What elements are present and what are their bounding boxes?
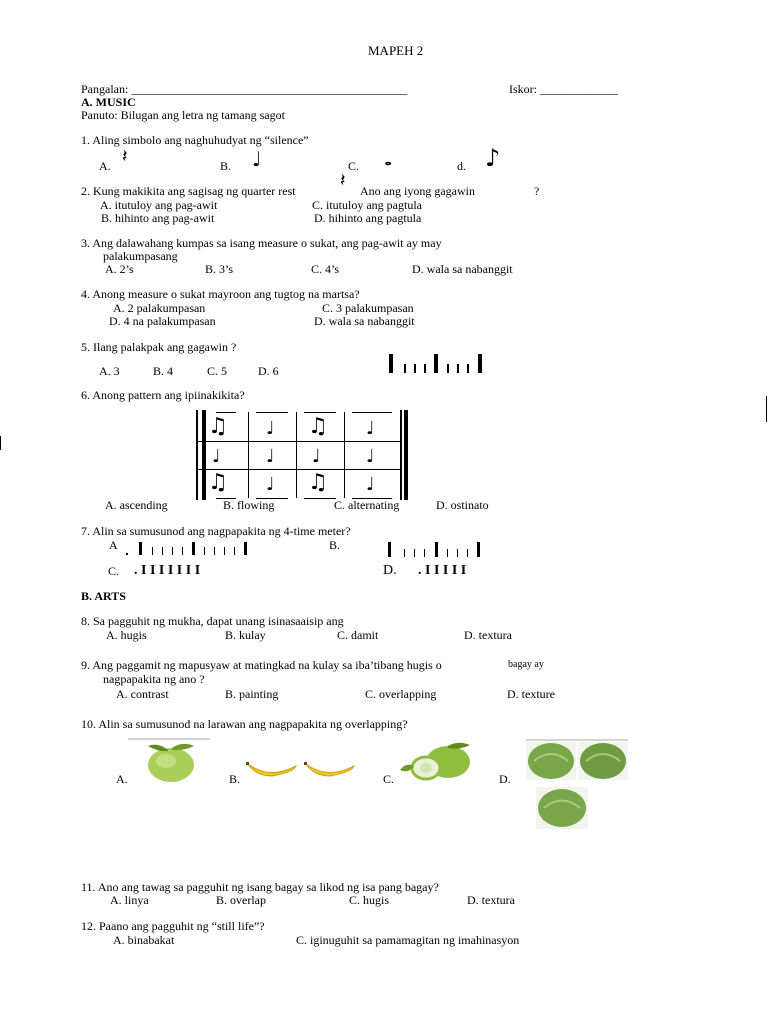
q5-stem: 5. Ilang palakpak ang gagawin ?: [81, 340, 237, 354]
q1-stem: 1. Aling simbolo ang naghuhudyat ng “silence”: [81, 133, 309, 147]
q8-stem: 8. Sa pagguhit ng mukha, dapat unang isinasaaisip ang: [81, 614, 344, 628]
q7-choice-b: B.: [329, 538, 341, 552]
q9-stem-line2: nagpapakita ng ano ?: [103, 672, 205, 686]
q7-b-rhythm-pattern: [388, 542, 480, 557]
q9-choice-d: D. texture: [507, 687, 555, 701]
q8-choice-d: D. textura: [464, 628, 512, 642]
q10-choice-b: B.: [229, 772, 241, 786]
q11-choice-b: B. overlap: [216, 893, 266, 907]
whole-note-icon: 𝅝: [385, 150, 392, 169]
q3-choice-c: C. 4’s: [311, 262, 340, 276]
q1-choice-d: d.: [457, 159, 466, 173]
quarter-note-icon: ♩: [252, 147, 262, 171]
q9-stem-small: bagay ay: [508, 659, 544, 670]
quarter-note-icon: ♩: [266, 474, 275, 495]
q10-stem: 10. Alin sa sumusunod na larawan ang nagpapakita ng overlapping?: [81, 717, 408, 731]
q11-choice-c: C. hugis: [349, 893, 390, 907]
q6-choice-a: A. ascending: [105, 498, 168, 512]
q10-choice-a: A.: [116, 772, 128, 786]
q4-stem: 4. Anong measure o sukat mayroon ang tugtog na martsa?: [81, 287, 360, 301]
q1-choice-a: A.: [99, 159, 111, 173]
rhythm-pattern-grid: [196, 410, 410, 500]
section-heading-arts: B. ARTS: [81, 589, 126, 603]
q3-choice-a: A. 2’s: [105, 262, 134, 276]
q2-stem: 2. Kung makikita ang sagisag ng quarter rest: [81, 184, 296, 198]
q7-choice-c: C.: [108, 564, 120, 578]
q11-choice-a: A. linya: [110, 893, 149, 907]
beamed-eighth-notes-icon: ♫: [208, 470, 228, 495]
q5-choice-b: B. 4: [153, 364, 174, 378]
q3-choice-d: D. wala sa nabanggit: [412, 262, 513, 276]
quarter-note-icon: ♩: [366, 418, 375, 439]
q7-choice-a: A: [109, 538, 118, 552]
q7-a-rhythm-pattern: [126, 542, 247, 555]
section-heading-music: A. MUSIC: [81, 95, 136, 109]
q1-choice-b: B.: [220, 159, 232, 173]
q5-choice-d: D. 6: [258, 364, 279, 378]
q2-choice-b: B. hihinto ang pag-awit: [101, 211, 215, 225]
q2-question-mark: ?: [534, 184, 540, 198]
q6-choice-d: D. ostinato: [436, 498, 489, 512]
q1-choice-c: C.: [348, 159, 360, 173]
banana-image: [244, 756, 358, 782]
q4-choice-d: D. 4 na palakumpasan: [109, 314, 216, 328]
q2-stem-after: Ano ang iyong gagawin: [360, 184, 475, 198]
q7-choice-d: D.: [383, 563, 397, 578]
q6-stem: 6. Anong pattern ang ipiinakikita?: [81, 388, 245, 402]
beamed-eighth-notes-icon: ♫: [308, 470, 328, 495]
eighth-note-icon: ♪: [485, 144, 501, 172]
beamed-eighth-notes-icon: ♫: [208, 414, 228, 439]
q10-choice-d: D.: [499, 772, 511, 786]
guava-image: [128, 738, 212, 784]
q2-choice-a: A. itutuloy ang pag-awit: [100, 198, 218, 212]
sliced-guava-image: [396, 740, 478, 782]
q3-stem-line2: palakumpasang: [103, 249, 178, 263]
q5-choice-a: A. 3: [99, 364, 120, 378]
quarter-note-icon: ♩: [312, 446, 321, 467]
q12-choice-a: A. binabakat: [113, 933, 175, 947]
name-field-label: Pangalan: ______________________________________________: [81, 82, 408, 96]
q2-choice-c: C. itutuloy ang pagtula: [312, 198, 422, 212]
document-title: MAPEH 2: [368, 43, 424, 58]
quarter-note-icon: ♩: [366, 474, 375, 495]
score-field-label: Iskor: _____________: [509, 82, 618, 96]
q8-choice-c: C. damit: [337, 628, 379, 642]
q9-choice-c: C. overlapping: [365, 687, 437, 701]
q8-choice-a: A. hugis: [106, 628, 147, 642]
quarter-rest-icon: 𝄽: [122, 146, 128, 167]
quarter-note-icon: ♩: [266, 446, 275, 467]
quarter-note-icon: ♩: [212, 446, 221, 467]
q10-choice-c: C.: [383, 772, 395, 786]
q3-choice-b: B. 3’s: [205, 262, 234, 276]
q5-rhythm-pattern: [389, 354, 482, 373]
q7-c-pattern: . I I I I I I I: [134, 563, 201, 578]
q11-choice-d: D. textura: [467, 893, 515, 907]
q4-choice-c: C. 3 palakumpasan: [322, 301, 414, 315]
q8-choice-b: B. kulay: [225, 628, 266, 642]
q2-choice-d: D. hihinto ang pagtula: [314, 211, 422, 225]
q12-stem: 12. Paano ang pagguhit ng “still life”?: [81, 919, 265, 933]
q11-stem: 11. Ano ang tawag sa pagguhit ng isang bagay sa likod ng isa pang bagay?: [81, 880, 439, 894]
q7-d-pattern: . I I I I I: [418, 563, 467, 578]
q9-choice-b: B. painting: [225, 687, 279, 701]
page-edge-mark-right: [766, 396, 767, 422]
quarter-note-icon: ♩: [266, 418, 275, 439]
page-edge-mark-left: [0, 436, 1, 450]
quarter-rest-icon: 𝄽: [340, 170, 346, 191]
q6-choice-c: C. alternating: [334, 498, 400, 512]
q7-stem: 7. Alin sa sumusunod ang nagpapakita ng 4-time meter?: [81, 524, 351, 538]
q6-choice-b: B. flowing: [223, 498, 275, 512]
quarter-note-icon: ♩: [366, 446, 375, 467]
q5-choice-c: C. 5: [207, 364, 228, 378]
q4-choice-a: A. 2 palakumpasan: [113, 301, 206, 315]
q4-choice-d2: D. wala sa nabanggit: [314, 314, 415, 328]
q9-choice-a: A. contrast: [116, 687, 169, 701]
beamed-eighth-notes-icon: ♫: [308, 414, 328, 439]
q12-choice-c: C. iginuguhit sa pamamagitan ng imahinasyon: [296, 933, 520, 947]
q3-stem: 3. Ang dalawahang kumpas sa isang measure o sukat, ang pag-awit ay may: [81, 236, 442, 250]
instructions: Panuto: Bilugan ang letra ng tamang sagot: [81, 108, 285, 122]
cabbage-images: [526, 739, 630, 831]
q9-stem: 9. Ang paggamit ng mapusyaw at matingkad na kulay sa iba’tibang hugis o: [81, 658, 442, 672]
